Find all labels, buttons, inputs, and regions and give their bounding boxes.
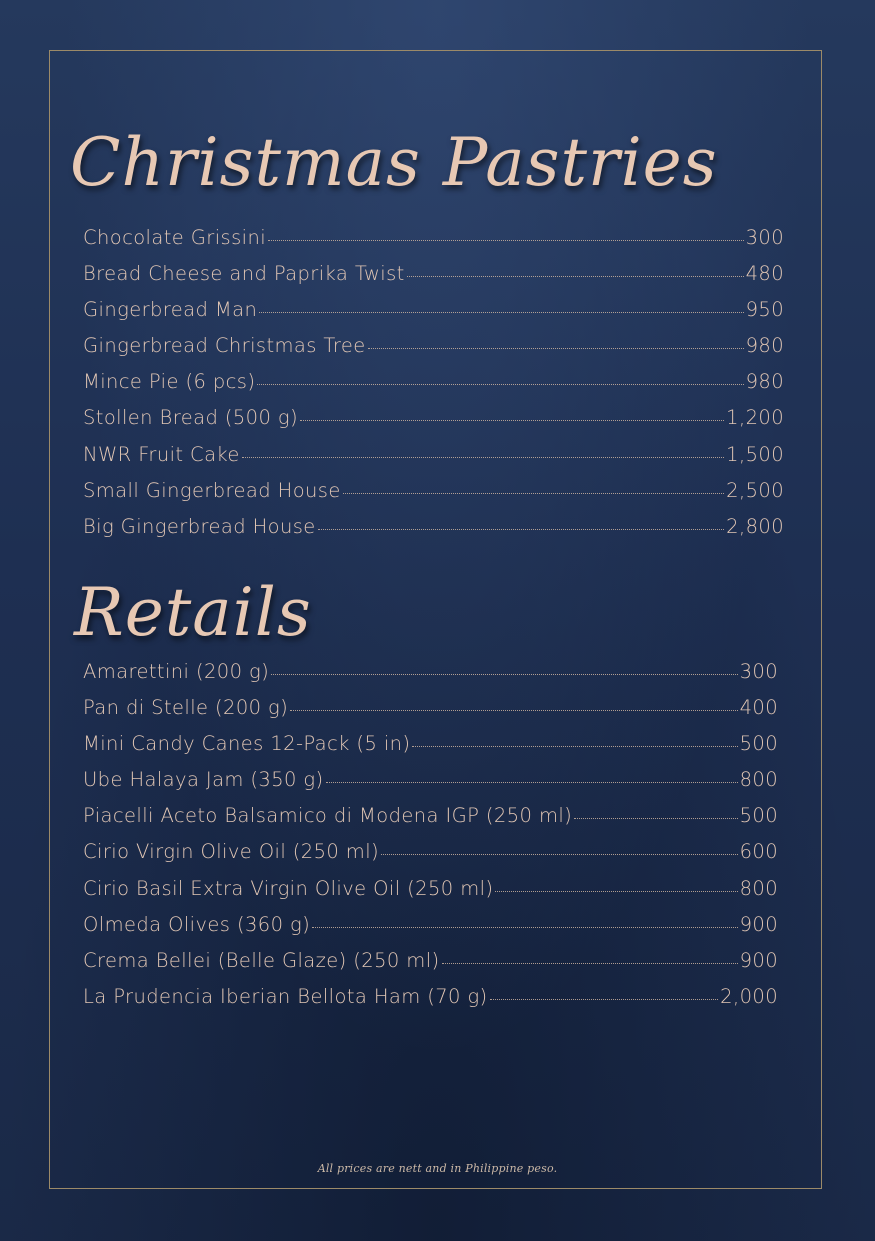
menu-item [83, 660, 778, 696]
menu-item-name: Piacelli Aceto Balsamico di Modena IGP (250 ml) [83, 804, 573, 828]
menu-item [83, 479, 784, 515]
dot-leader [343, 492, 724, 494]
menu-item-name: Crema Bellei (Belle Glaze) (250 ml) [83, 948, 440, 972]
menu-item-name: NWR Fruit Cake [83, 442, 240, 466]
menu-item-name: Chocolate Grissini [83, 226, 267, 249]
menu-item [83, 949, 778, 985]
menu-item-name: Cirio Basil Extra Virgin Olive Oil (250 ml) [83, 876, 494, 900]
menu-item-price: 500 [739, 804, 778, 828]
dot-leader [381, 853, 738, 855]
menu-item-price: 400 [739, 696, 778, 720]
menu-item-name: Amarettini (200 g) [83, 660, 270, 683]
menu-item [83, 985, 778, 1021]
dot-leader [495, 890, 737, 892]
dot-leader [368, 347, 744, 349]
menu-item-price: 900 [739, 912, 778, 936]
menu-item [83, 334, 784, 370]
menu-item-price: 1,200 [726, 406, 784, 430]
dot-leader [259, 311, 743, 313]
menu-item-price: 300 [739, 660, 778, 683]
menu-item [83, 298, 784, 334]
menu-item-name: Cirio Virgin Olive Oil (250 ml) [83, 840, 380, 864]
dot-leader [407, 275, 744, 277]
menu-item [83, 877, 778, 913]
menu-item-name: Pan di Stelle (200 g) [83, 696, 289, 720]
section-title-christmas-pastries: Christmas Pastries [70, 124, 718, 201]
menu-item [83, 226, 784, 262]
menu-item [83, 443, 784, 479]
menu-item-price: 950 [745, 298, 784, 322]
menu-item-name: Mince Pie (6 pcs) [83, 370, 256, 394]
dot-leader [326, 781, 738, 783]
menu-item-price: 1,500 [726, 442, 784, 466]
price-footnote: All prices are nett and in Philippine peso. [317, 1162, 558, 1175]
menu-item-name: Small Gingerbread House [83, 478, 341, 502]
menu-item-price: 980 [745, 370, 784, 394]
dot-leader [257, 383, 743, 385]
menu-item-price: 500 [739, 732, 778, 756]
menu-item-name: Stollen Bread (500 g) [83, 406, 298, 430]
menu-item-name: Olmeda Olives (360 g) [83, 912, 311, 936]
menu-item [83, 262, 784, 298]
menu-item [83, 804, 778, 840]
dot-leader [290, 709, 737, 711]
menu-item-price: 2,000 [720, 984, 778, 1008]
menu-item [83, 406, 784, 442]
section-title-retails: Retails [74, 574, 312, 651]
menu-list-retails [83, 660, 778, 1021]
menu-item-name: Bread Cheese and Paprika Twist [83, 262, 405, 286]
dot-leader [574, 817, 737, 819]
menu-item [83, 768, 778, 804]
dot-leader [271, 673, 737, 675]
dot-leader [300, 419, 724, 421]
menu-item [83, 370, 784, 406]
menu-item-price: 980 [745, 334, 784, 358]
menu-item-price: 800 [739, 876, 778, 900]
menu-list-christmas-pastries [83, 226, 784, 551]
menu-item-price: 480 [745, 262, 784, 286]
menu-item-price: 800 [739, 768, 778, 792]
menu-item-name: La Prudencia Iberian Bellota Ham (70 g) [83, 984, 488, 1008]
dot-leader [242, 456, 724, 458]
dot-leader [412, 745, 737, 747]
dot-leader [268, 239, 744, 241]
menu-item-price: 300 [745, 226, 784, 249]
dot-leader [318, 528, 724, 530]
menu-item [83, 840, 778, 876]
dot-leader [490, 998, 719, 1000]
menu-item-name: Gingerbread Man [83, 298, 258, 322]
menu-item [83, 913, 778, 949]
dot-leader [312, 926, 737, 928]
menu-item [83, 732, 778, 768]
menu-item-name: Mini Candy Canes 12-Pack (5 in) [83, 732, 411, 756]
menu-item [83, 696, 778, 732]
menu-item-name: Big Gingerbread House [83, 514, 316, 538]
menu-item-price: 2,800 [726, 514, 784, 538]
menu-item-price: 600 [739, 840, 778, 864]
menu-item-price: 900 [739, 948, 778, 972]
menu-item-price: 2,500 [726, 478, 784, 502]
menu-item-name: Gingerbread Christmas Tree [83, 334, 366, 358]
dot-leader [442, 962, 738, 964]
menu-item [83, 515, 784, 551]
menu-item-name: Ube Halaya Jam (350 g) [83, 768, 324, 792]
